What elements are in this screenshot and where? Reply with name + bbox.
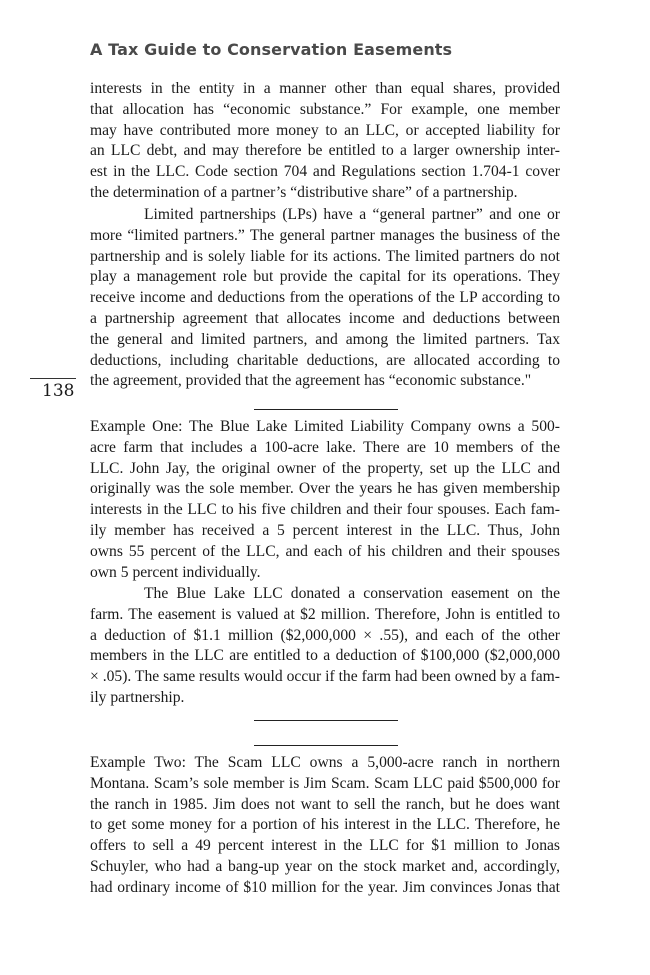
text-line: offers to sell a 49 percent interest in the LLC for $1 million to Jonas <box>90 837 560 855</box>
running-head-title: A Tax Guide to Conservation Easements <box>90 40 453 59</box>
text-line: may have contributed more money to an LLC, or accepted liability for <box>90 121 560 139</box>
text-line: originally was the sole member. Over the years he has given membership <box>90 480 560 498</box>
text-line: × .05). The same results would occur if the farm had been owned by a fam- <box>90 668 560 686</box>
text-line: Example Two: The Scam LLC owns a 5,000-acre ranch in northern <box>90 754 560 771</box>
text-line: the general and limited partners, and among the limited partners. Tax <box>90 330 560 348</box>
text-line: ily member has received a 5 percent interest in the LLC. Thus, John <box>90 521 560 539</box>
text-line: own 5 percent individually. <box>90 563 261 581</box>
text-line: members in the LLC are entitled to a deduction of $100,000 ($2,000,000 <box>90 647 560 665</box>
text-line: play a management role but provide the capital for its operations. They <box>90 268 560 286</box>
text-line: LLC. John Jay, the original owner of the property, set up the LLC and <box>90 459 560 477</box>
text-line: the determination of a partner’s “distributive share” of a partnership. <box>90 183 518 201</box>
example-one-paragraph-1 <box>90 417 560 583</box>
text-line: ily partnership. <box>90 688 185 706</box>
text-line: est in the LLC. Code section 704 and Regulations section 1.704-1 cover <box>90 163 560 181</box>
text-line: farm. The easement is valued at $2 million. Therefore, John is entitled to <box>90 605 560 623</box>
text-line: Montana. Scam’s sole member is Jim Scam. Scam LLC paid $500,000 for <box>90 774 560 792</box>
text-line: owns 55 percent of the LLC, and each of his children and their spouses <box>90 542 560 560</box>
text-line: to get some money for a portion of his interest in the LLC. Therefore, he <box>90 816 560 834</box>
text-line: an LLC debt, and may therefore be entitled to a larger ownership inter- <box>90 142 560 160</box>
page-number-rule <box>30 378 76 379</box>
text-line: more “limited partners.” The general partner manages the business of the <box>90 226 560 244</box>
text-line: the ranch in 1985. Jim does not want to sell the ranch, but he does want <box>90 795 560 813</box>
text-line: a deduction of $1.1 million ($2,000,000 × .55), and each of the other <box>90 626 560 644</box>
text-line: Limited partnerships (LPs) have a “general partner” and one or <box>144 206 560 223</box>
text-line: The Blue Lake LLC donated a conservation easement on the <box>144 585 560 602</box>
text-line: that allocation has “economic substance.” For example, one member <box>90 100 560 118</box>
text-line: a partnership agreement that allocates income and deductions between <box>90 309 560 327</box>
text-line: deductions, including charitable deductions, are allocated according to <box>90 351 560 369</box>
text-line: interests in the entity in a manner other than equal shares, provided <box>90 80 560 97</box>
text-line: receive income and deductions from the operations of the LP according to <box>90 289 560 307</box>
example-two-paragraph-1 <box>90 753 560 899</box>
text-line: acre farm that includes a 100-acre lake. There are 10 members of the <box>90 438 560 456</box>
section-rule <box>254 745 398 746</box>
section-rule <box>254 409 398 410</box>
text-line: partnership and is solely liable for its actions. The limited partners do not <box>90 247 560 265</box>
text-line: interests in the LLC to his five children and their four spouses. Each fam- <box>90 501 560 519</box>
text-line: Example One: The Blue Lake Limited Liability Company owns a 500- <box>90 418 560 435</box>
paragraph-limited-partnerships <box>90 205 560 392</box>
text-line: Schuyler, who had a bang-up year on the stock market and, accordingly, <box>90 857 560 875</box>
section-rule <box>254 720 398 721</box>
text-line: the agreement, provided that the agreement has “economic substance." <box>90 372 532 390</box>
paragraph-continuation <box>90 79 560 204</box>
text-line: had ordinary income of $10 million for the year. Jim convinces Jonas that <box>90 878 560 896</box>
page-number: 138 <box>42 381 75 401</box>
example-one-paragraph-2 <box>90 584 560 709</box>
